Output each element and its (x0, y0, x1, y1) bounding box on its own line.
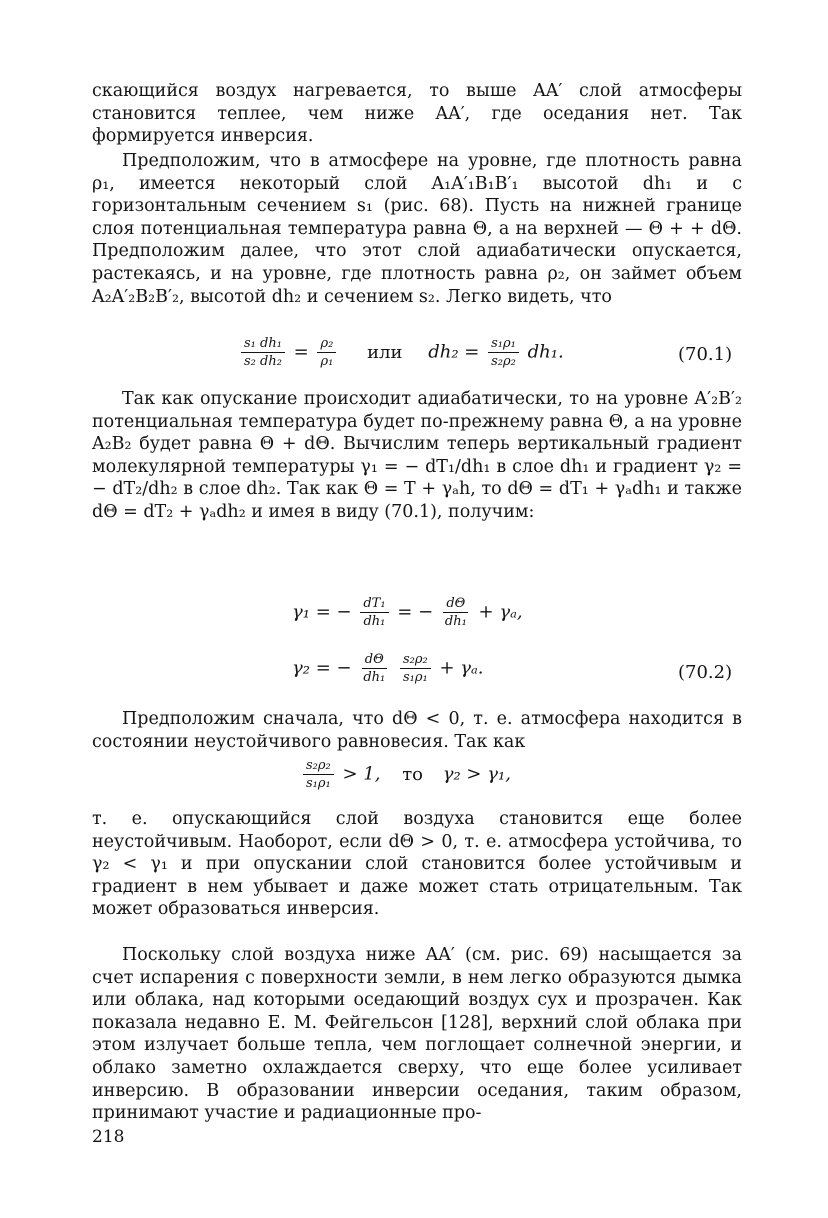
fraction: $\frac{\text{s₂ρ₂}}{\text{s₁ρ₁}}$ (400, 652, 431, 685)
equation-70-2-line-1: γ₁ = − $\frac{\text{dT₁}}{\text{dh₁}}$ = − $\frac{d\Theta}{\text{dh₁}}$ + γₐ, (292, 596, 523, 629)
fraction: $\frac{\text{s₂ρ₂}}{\text{s₁ρ₁}}$ (303, 758, 334, 791)
inequality: $\frac{\text{s₂ρ₂}}{\text{s₁ρ₁}}$ > 1, то γ₂ > γ₁, (300, 758, 511, 791)
paragraph-3: Так как опускание происходит адиабатически, то на уровне A′₂B′₂ потенциальная температура будет по-прежнему равна Θ, а на уровне A₂B₂ будет равна Θ + dΘ. Вычислим теперь вертикальный градиент молекулярной температуры γ₁ = − dT₁/dh₁ в слое dh₁ и градиент γ₂ = − dT₂/dh₂ в слое dh₂. Так как Θ = T + γₐh, то dΘ = dT₁ + γₐdh₁ и также dΘ = dT₂ + γₐdh₂ и имея в виду (70.1), получим: (92, 389, 742, 522)
paragraph-5: т. е. опускающийся слой воздуха становится еще более неустойчивым. Наоборот, если dΘ > 0, т. е. атмосфера устойчива, то γ₂ < γ₁ и при опускании слой становится более устойчивым и градиент в нем убывает и даже может стать отрицательным. Так может образоваться инверсия. (92, 809, 742, 920)
fraction: $\frac{\text{s₁ρ₁}}{\text{s₂ρ₂}}$ (488, 336, 519, 369)
equation-number: (70.2) (678, 662, 733, 683)
fraction: $\frac{d\Theta}{\text{dh₁}}$ (444, 596, 467, 629)
equation-70-1: $\frac{\text{s₁ dh₁}}{\text{s₂ dh₂}}$ = $\frac{\text{ρ₂}}{\text{ρ₁}}$ или dh₂ = $\frac{\text{s₁ρ₁}}{\text{s₂ρ₂}}$ dh₁. (238, 336, 564, 369)
equation-70-2-line-2: γ₂ = − $\frac{d\Theta}{\text{dh₁}}$ $\frac{\text{s₂ρ₂}}{\text{s₁ρ₁}}$ + γₐ. (292, 652, 484, 685)
paragraph-1: скающийся воздух нагревается, то выше AA′ слой атмосферы становится теплее, чем ниже AA′, где оседания нет. Так формируется инверсия. (92, 81, 742, 147)
paragraph-6: Поскольку слой воздуха ниже AA′ (см. рис. 69) насыщается за счет испарения с поверхности земли, в нем легко образуются дымка или облака, над которыми оседающий воздух сух и прозрачен. Как показала недавно Е. М. Фейгельсон [128], верхний слой облака при этом излучает больше тепла, чем поглощает солнечной энергии, и облако заметно охлаждается сверху, что еще более усиливает инверсию. В образовании инверсии оседания, таким образом, принимают участие и радиационные про- (92, 945, 742, 1124)
fraction: $\frac{\text{ρ₂}}{\text{ρ₁}}$ (317, 336, 336, 369)
paragraph-2: Предположим, что в атмосфере на уровне, где плотность равна ρ₁, имеется некоторый слой A₁A′₁B₁B′₁ высотой dh₁ и с горизонтальным сечением s₁ (рис. 68). Пусть на нижней границе слоя потенциальная температура равна Θ, а на верхней — Θ + + dΘ. Предположим далее, что этот слой адиабатически опускается, растекаясь, и на уровне, где плотность равна ρ₂, он займет объем A₂A′₂B₂B′₂, высотой dh₂ и сечением s₂. Легко видеть, что (92, 151, 742, 307)
equation-number: (70.1) (678, 344, 733, 365)
page-number: 218 (92, 1127, 125, 1147)
fraction: $\frac{\text{s₁ dh₁}}{\text{s₂ dh₂}}$ (241, 336, 285, 369)
fraction: $\frac{\text{dT₁}}{\text{dh₁}}$ (360, 596, 388, 629)
fraction: $\frac{d\Theta}{\text{dh₁}}$ (363, 652, 386, 685)
paragraph-4: Предположим сначала, что dΘ < 0, т. е. атмосфера находится в состоянии неустойчивого равновесия. Так как (92, 709, 742, 752)
